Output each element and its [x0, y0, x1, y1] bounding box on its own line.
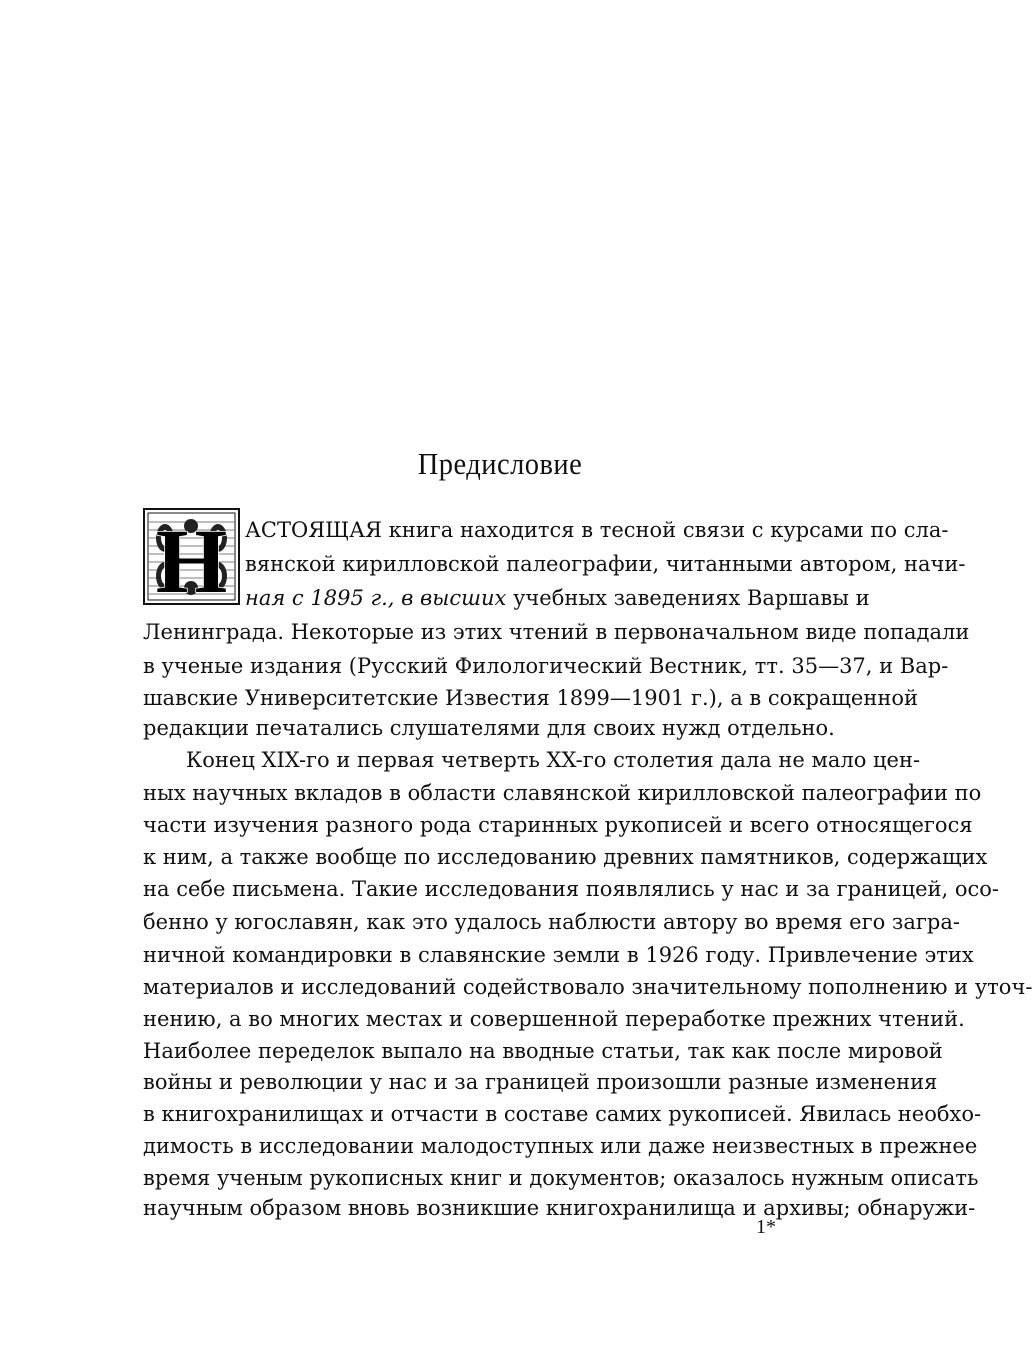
paragraph-line — [245, 581, 870, 615]
paragraph-line: войны и революции у нас и за границей произошли разные изменения — [143, 1070, 938, 1094]
paragraph-line: ничной командировки в славянские земли в 1926 году. Привлечение этих — [143, 943, 974, 967]
svg-text:Н: Н — [155, 510, 228, 612]
paragraph-line: время ученым рукописных книг и документов; оказалось нужным описать — [143, 1166, 979, 1190]
paragraph-line: Ленинграда. Некоторые из этих чтений в первоначальном виде попадали — [143, 620, 970, 644]
paragraph-line: димость в исследовании малодоступных или даже неизвестных в прежнее — [143, 1134, 978, 1158]
paragraph-line: научным образом вновь возникшие книгохранилища и архивы; обнаружи- — [143, 1196, 976, 1220]
drop-cap-ornament — [143, 508, 240, 612]
italic-phrase: ная с 1895 г., в высших — [245, 586, 507, 610]
text-run: учебных заведениях Варшавы и — [513, 586, 870, 610]
paragraph-line: ных научных вкладов в области славянской кирилловской палеографии по — [143, 781, 982, 805]
paragraph-line: в книгохранилищах и отчасти в составе самих рукописей. Явилась необхо- — [143, 1102, 982, 1126]
paragraph-line: на себе письмена. Такие исследования появлялись у нас и за границей, осо- — [143, 877, 1000, 901]
paragraph-line: Конец XIX-го и первая четверть XX-го столетия дала не мало цен- — [186, 748, 921, 772]
paragraph-line: материалов и исследований содействовало значительному пополнению и уточ- — [143, 975, 1032, 999]
paragraph-line: редакции печатались слушателями для своих нужд отдельно. — [143, 716, 835, 740]
paragraph-line: АСТОЯЩАЯ книга находится в тесной связи с курсами по сла- — [245, 518, 949, 542]
paragraph-line: Наиболее переделок выпало на вводные статьи, так как после мировой — [143, 1039, 943, 1063]
page-number: 1* — [756, 1216, 776, 1238]
paragraph-line: нению, а во многих местах и совершенной переработке прежних чтений. — [143, 1007, 965, 1031]
paragraph-line: к ним, а также вообще по исследованию древних памятников, содержащих — [143, 845, 988, 869]
paragraph-line: вянской кирилловской палеографии, читанными автором, начи- — [245, 552, 966, 576]
paragraph-line: шавские Университетские Известия 1899—1901 г.), а в сокращенной — [143, 686, 918, 710]
paragraph-line: части изучения разного рода старинных рукописей и всего относящегося — [143, 813, 973, 837]
page-title: Предисловие — [417, 446, 583, 481]
paragraph-line: в ученые издания (Русский Филологический Вестник, тт. 35—37, и Вар- — [143, 654, 949, 678]
paragraph-line: бенно у югославян, как это удалось наблюсти автору во время его загра- — [143, 910, 960, 934]
